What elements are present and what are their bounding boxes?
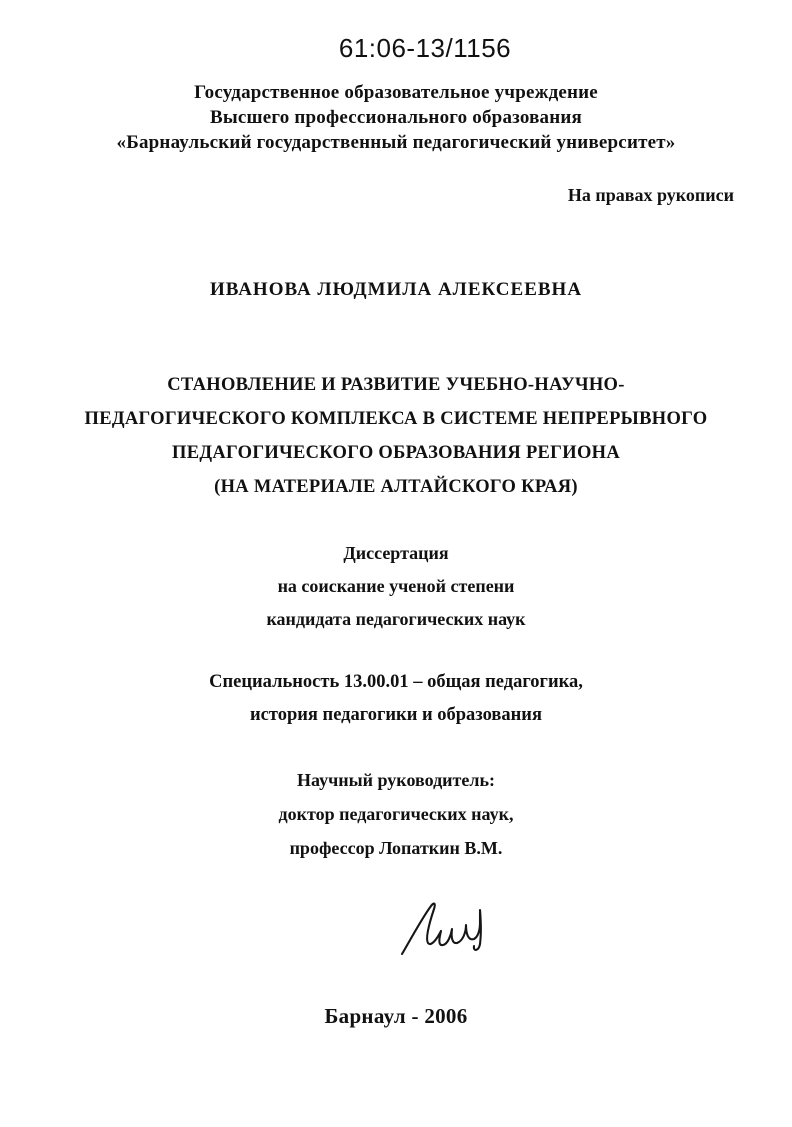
- specialty-line: история педагогики и образования: [250, 705, 542, 725]
- supervisor-line: доктор педагогических наук,: [278, 804, 514, 824]
- manuscript-rights-note: На правах рукописи: [567, 185, 734, 205]
- title-line: ПЕДАГОГИЧЕСКОГО КОМПЛЕКСА В СИСТЕМЕ НЕПРЕРЫВНОГО: [84, 409, 708, 429]
- specialty-line: Специальность 13.00.01 – общая педагогика,: [209, 672, 583, 692]
- specialty-block: [0, 666, 792, 732]
- institution-line: Государственное образовательное учреждение: [194, 82, 598, 103]
- institution-line: «Барнаульский государственный педагогический университет»: [116, 132, 676, 153]
- supervisor-block: [0, 763, 792, 865]
- title-line: СТАНОВЛЕНИЕ И РАЗВИТИЕ УЧЕБНО-НАУЧНО-: [167, 375, 625, 395]
- degree-block: [0, 537, 792, 636]
- city-year: Барнаул - 2006: [324, 1004, 468, 1028]
- handwritten-signature-icon: [398, 896, 494, 960]
- degree-line: на соискание ученой степени: [277, 576, 515, 596]
- title-line: (НА МАТЕРИАЛЕ АЛТАЙСКОГО КРАЯ): [214, 477, 578, 497]
- dissertation-title: [0, 368, 792, 504]
- catalog-code: 61:06-13/1156: [338, 33, 512, 63]
- supervisor-line: профессор Лопаткин В.М.: [289, 838, 503, 858]
- degree-line: кандидата педагогических наук: [266, 609, 526, 629]
- author-name: ИВАНОВА ЛЮДМИЛА АЛЕКСЕЕВНА: [209, 279, 583, 300]
- degree-line: Диссертация: [343, 543, 449, 563]
- institution-block: [0, 80, 792, 155]
- institution-line: Высшего профессионального образования: [209, 107, 583, 128]
- title-line: ПЕДАГОГИЧЕСКОГО ОБРАЗОВАНИЯ РЕГИОНА: [172, 443, 620, 463]
- supervisor-line: Научный руководитель:: [297, 770, 495, 790]
